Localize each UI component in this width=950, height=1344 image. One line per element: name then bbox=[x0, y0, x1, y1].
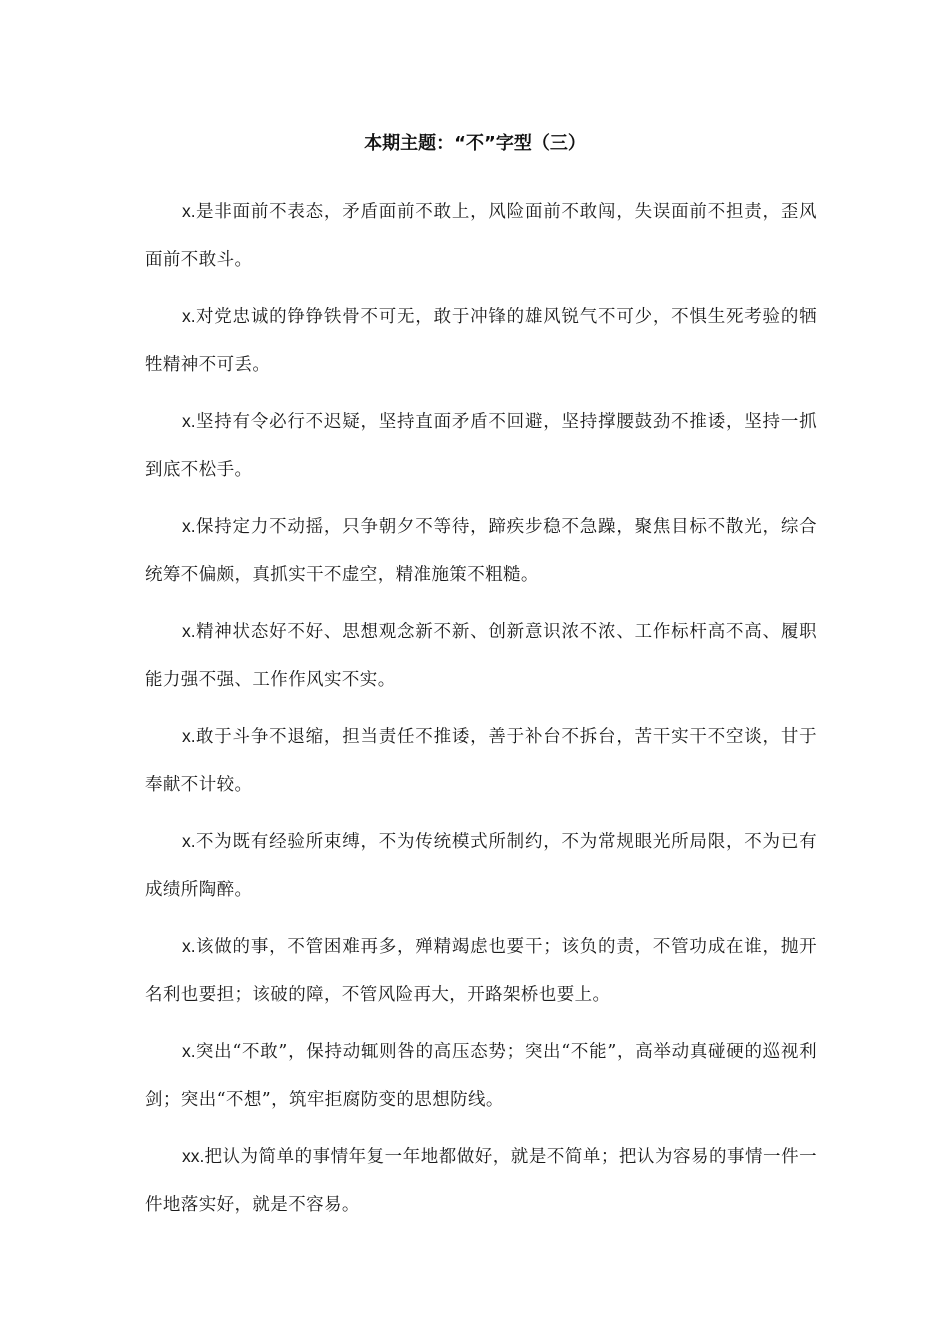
paragraph-text: 把认为简单的事情年复一年地都做好，就是不简单；把认为容易的事情一件一件地落实好，就是不容易。 bbox=[145, 1147, 817, 1215]
paragraph bbox=[145, 292, 817, 389]
paragraph-number: x. bbox=[182, 621, 196, 641]
paragraph-number: x. bbox=[182, 936, 196, 956]
paragraph-text: 是非面前不表态，矛盾面前不敢上，风险面前不敢闯，失误面前不担责，歪风面前不敢斗。 bbox=[145, 202, 817, 270]
paragraph-text: 精神状态好不好、思想观念新不新、创新意识浓不浓、工作标杆高不高、履职能力强不强、工作作风实不实。 bbox=[145, 622, 817, 690]
paragraph-text: 该做的事，不管困难再多，殚精竭虑也要干；该负的责，不管功成在谁，抛开名利也要担；该破的障，不管风险再大，开路架桥也要上。 bbox=[145, 937, 817, 1005]
paragraph-text: 保持定力不动摇，只争朝夕不等待，蹄疾步稳不急躁，聚焦目标不散光，综合统筹不偏颇，真抓实干不虚空，精准施策不粗糙。 bbox=[145, 517, 817, 585]
paragraph-number: x. bbox=[182, 831, 196, 851]
paragraph bbox=[145, 817, 817, 914]
paragraph-text: 不为既有经验所束缚，不为传统模式所制约，不为常规眼光所局限，不为已有成绩所陶醉。 bbox=[145, 832, 817, 900]
paragraph-number: x. bbox=[182, 201, 196, 221]
paragraph bbox=[145, 922, 817, 1019]
paragraph bbox=[145, 712, 817, 809]
paragraph-text: 敢于斗争不退缩，担当责任不推诿，善于补台不拆台，苦干实干不空谈，甘于奉献不计较。 bbox=[145, 727, 817, 795]
paragraph bbox=[145, 607, 817, 704]
paragraph bbox=[145, 187, 817, 284]
paragraph-number: x. bbox=[182, 1041, 196, 1061]
document-title: 本期主题：“不”字型（三） bbox=[364, 133, 586, 154]
paragraph-number: xx. bbox=[182, 1146, 205, 1166]
paragraph-text: 突出“不敢”，保持动辄则咎的高压态势；突出“不能”，高举动真碰硬的巡视利剑；突出“不想”，筑牢拒腐防变的思想防线。 bbox=[145, 1042, 817, 1110]
paragraph-text: 对党忠诚的铮铮铁骨不可无，敢于冲锋的雄风锐气不可少，不惧生死考验的牺牲精神不可丢。 bbox=[145, 307, 817, 375]
paragraph-number: x. bbox=[182, 306, 196, 326]
paragraph-number: x. bbox=[182, 726, 196, 746]
paragraph bbox=[145, 1132, 817, 1229]
paragraph bbox=[145, 397, 817, 494]
paragraph-number: x. bbox=[182, 516, 196, 536]
paragraph bbox=[145, 1027, 817, 1124]
paragraph bbox=[145, 502, 817, 599]
document-body bbox=[145, 187, 817, 1237]
paragraph-text: 坚持有令必行不迟疑，坚持直面矛盾不回避，坚持撑腰鼓劲不推诿，坚持一抓到底不松手。 bbox=[145, 412, 817, 480]
paragraph-number: x. bbox=[182, 411, 196, 431]
